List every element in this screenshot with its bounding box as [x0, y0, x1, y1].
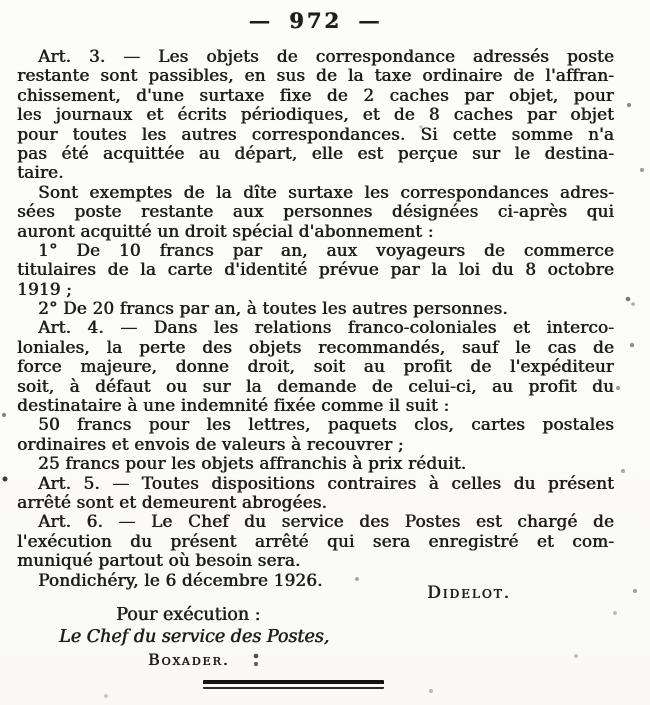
text-line: muniqué partout où besoin sera.	[17, 551, 301, 571]
scan-noise-speckles	[0, 0, 2, 2]
execution-title: Le Chef du service des Postes,	[59, 626, 330, 647]
document-body	[17, 47, 614, 590]
text-line: 25 francs pour les objets affranchis à prix réduit.	[38, 454, 467, 474]
text-line: titulaires de la carte d'identité prévue par la loi du 8 octobre	[17, 260, 614, 280]
text-line: Sont exemptes de la dîte surtaxe les correspondances adres-	[38, 182, 614, 202]
text-line: loniales, la perte des objets recommandés, sauf le cas de	[17, 337, 614, 357]
text-line: Pondichéry, le 6 décembre 1926.	[38, 570, 323, 590]
text-line: 1° De 10 francs par an, aux voyageurs de commerce	[38, 240, 614, 260]
text-line: Art. 5. — Toutes dispositions contraires à celles du présent	[38, 473, 614, 493]
text-line: Art. 6. — Le Chef du service des Postes est chargé de	[38, 512, 614, 532]
execution-label: Pour exécution :	[116, 604, 261, 625]
text-line: pour toutes les autres correspondances. Si cette somme n'a	[17, 124, 614, 144]
text-line: 50 francs pour les lettres, paquets clos, cartes postales	[38, 415, 614, 435]
text-line: l'exécution du présent arrêté qui sera enregistré et com-	[17, 531, 614, 551]
text-line: 2° De 20 francs par an, à toutes les autres personnes.	[38, 299, 508, 319]
text-line: destinataire à une indemnité fixée comme il suit :	[17, 396, 450, 416]
text-line: force majeure, donne droit, soit au profit de l'expéditeur	[17, 357, 614, 377]
text-line: pas été acquittée au départ, elle est perçue sur le destina-	[17, 143, 614, 163]
signature-boxader: Boxader.	[148, 650, 230, 669]
signature-didelot: Didelot.	[427, 582, 511, 603]
text-line: ordinaires et envois de valeurs à recouvrer ;	[17, 434, 404, 454]
text-line: Art. 3. — Les objets de correspondance adressés poste	[38, 47, 614, 66]
text-line: les journaux et écrits périodiques, et de 8 caches par objet	[17, 105, 614, 125]
text-line: chissement, d'une surtaxe fixe de 2 caches par objet, pour	[17, 85, 614, 105]
page-number: — 972 —	[248, 8, 383, 33]
text-line: Art. 4. — Dans les relations franco-coloniales et interco-	[38, 318, 614, 338]
text-line: restante sont passibles, en sus de la taxe ordinaire de l'affran-	[17, 66, 614, 86]
end-rule-divider	[203, 680, 384, 689]
text-line: sées poste restante aux personnes désignées ci-après qui	[17, 202, 614, 222]
text-line: arrêté sont et demeurent abrogées.	[17, 492, 327, 512]
text-line: 1919 ;	[17, 279, 72, 299]
text-line: taire.	[17, 163, 64, 183]
text-line: auront acquitté un droit spécial d'abonnement :	[17, 221, 434, 241]
text-line: soit, à défaut ou sur la demande de celui-ci, au profit du	[17, 376, 614, 396]
